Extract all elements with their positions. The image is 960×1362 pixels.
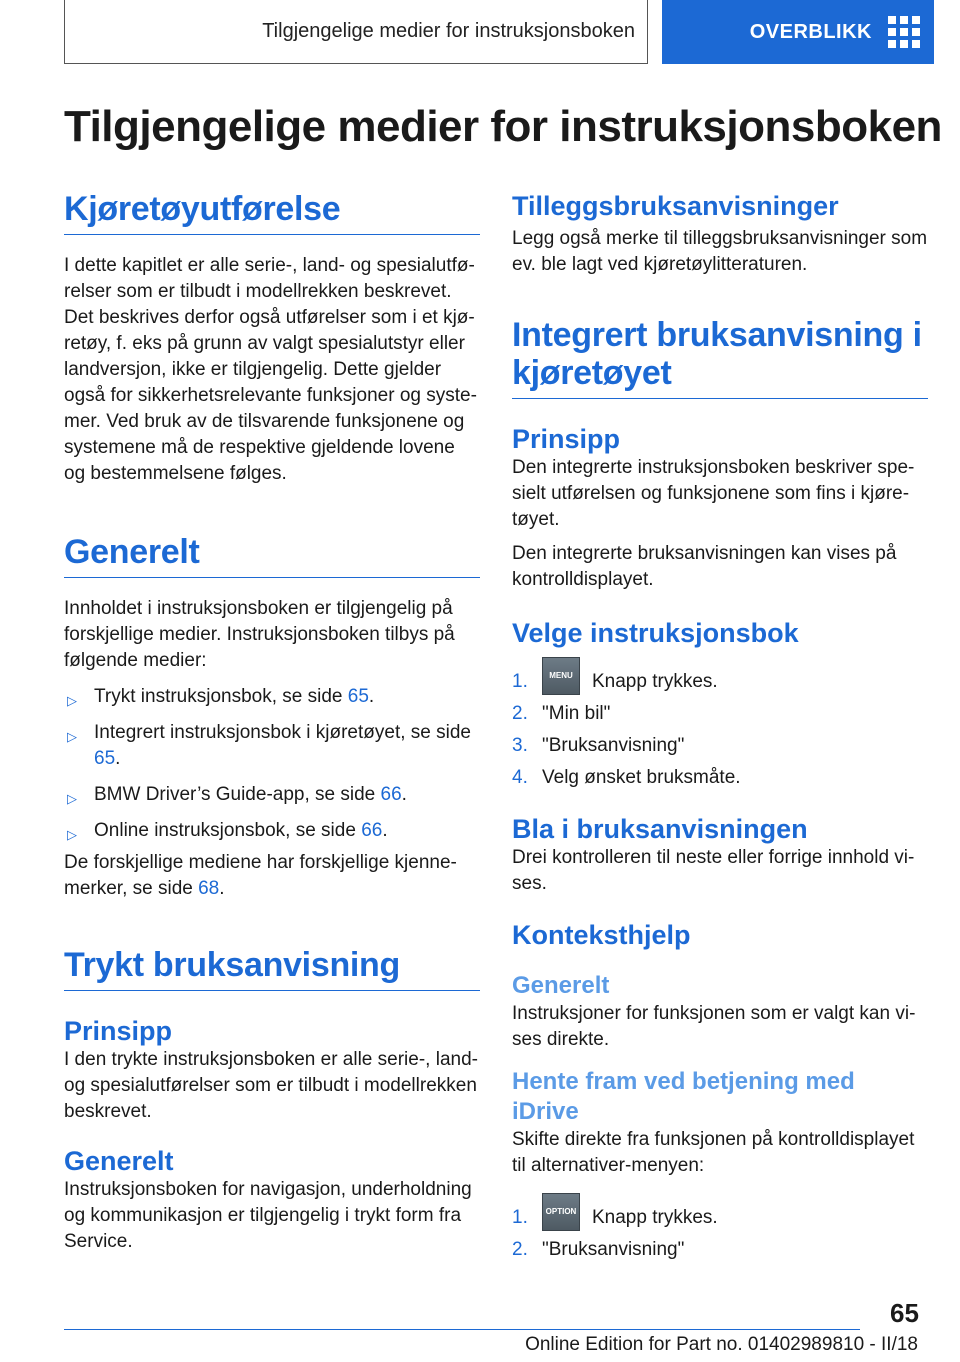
heading-integrated-manual: Integrert bruksanvisning i kjøretøyet (512, 316, 928, 399)
select-steps (512, 657, 928, 791)
left-column (64, 190, 480, 1255)
page-number: 65 (890, 1298, 919, 1328)
page-link[interactable]: 66 (361, 820, 383, 841)
subheading-principle: Prinsipp (64, 1016, 173, 1046)
step-item: 1. OPTION Knapp trykkes. (512, 1193, 928, 1231)
media-list (64, 684, 480, 844)
subheading-browse-manual: Bla i bruksanvisningen (512, 814, 808, 844)
general-intro: Innholdet i instruksjonsboken er tilgjengelig på forskjellige medier. Instruksjonsboken tilbys på følgende medier: (64, 598, 455, 671)
subheading-context-help: Konteksthjelp (512, 920, 691, 950)
integrated-principle-body: Den integrerte instruksjonsboken beskriver spe‐sielt utførelsen og funksjonene som fins i kjøre‐tøyet. (512, 457, 915, 530)
browse-body: Drei kontrolleren til neste eller forrige innhold vi‐ses. (512, 847, 915, 894)
right-column (512, 190, 928, 1263)
list-item: ▷ Integrert instruksjonsbok i kjøretøyet, se side 65. (67, 722, 471, 769)
option-button-icon[interactable]: OPTION (542, 1193, 580, 1231)
list-item: ▷ BMW Driver’s Guide-app, se side 66. (64, 782, 480, 808)
general-outro: De forskjellige mediene har forskjellige kjenne‐merker, se side 68. (64, 852, 457, 899)
triangle-bullet-icon: ▷ (67, 827, 77, 842)
page-link[interactable]: 66 (380, 784, 402, 805)
heading-general: Generelt (64, 533, 480, 578)
step-item: 2. "Bruksanvisning" (512, 1239, 685, 1260)
supplementary-body: Legg også merke til tilleggsbruksanvisninger som ev. ble lagt ved kjøretøylitteraturen. (512, 228, 928, 275)
grid-icon (888, 16, 920, 48)
triangle-bullet-icon: ▷ (67, 729, 77, 744)
context-general-body: Instruksjoner for funksjonen som er valgt kan vi‐ses direkte. (512, 1003, 916, 1050)
context-steps (512, 1193, 928, 1263)
step-item: 1. MENU Knapp trykkes. (512, 657, 928, 695)
list-item: ▷ Trykt instruksjonsbok, se side 65. (64, 684, 480, 710)
subheading-principle: Prinsipp (512, 424, 621, 454)
overview-tab-label: OVERBLIKK (749, 20, 872, 43)
integrated-display-body: Den integrerte bruksanvisningen kan vises på kontrolldisplayet. (512, 543, 897, 590)
menu-button-icon[interactable]: MENU (542, 657, 580, 695)
overview-tab[interactable] (662, 0, 934, 64)
heading-vehicle-version: Kjøretøyutførelse (64, 190, 480, 235)
running-header (64, 0, 648, 64)
heading-supplementary: Tilleggsbruksanvisninger (512, 191, 839, 221)
heading-printed-manual: Trykt bruksanvisning (64, 946, 480, 991)
subheading-select-manual: Velge instruksjonsbok (512, 618, 799, 648)
page-link[interactable]: 65 (94, 748, 116, 769)
vehicle-version-body: I dette kapitlet er alle serie-, land- og spesialutfø‐relser som er tilbudt i modellrekken beskrevet. Det beskrives derfor også utførelser som i et kjø‐retøy, f. eks på grunn av valgt spesialutstyr eller landversjon, ikke er tilgjengelig. Dette gjelder også for sikkerhetsrelevante funksjoner og syste‐mer. Ved bruk av de tilsvarende funksjonene og systemene må de respektive gjeldende lovene og bestemmelsene følges. (64, 255, 477, 484)
idrive-body: Skifte direkte fra funksjonen på kontrolldisplayet til alternativer-menyen: (512, 1129, 915, 1176)
printed-principle-body: I den trykte instruksjonsboken er alle serie-, land- og spesialutførelser som er tilbudt i modellrekken beskrevet. (64, 1049, 478, 1122)
running-header-title: Tilgjengelige medier for instruksjonsboken (262, 20, 635, 42)
subheading-general: Generelt (512, 972, 610, 999)
step-item: 2. "Min bil" (512, 703, 611, 724)
footer-divider (64, 1329, 860, 1330)
page-title: Tilgjengelige medier for instruksjonsboken (64, 102, 942, 151)
page-link[interactable]: 68 (198, 878, 220, 899)
printed-general-body: Instruksjonsboken for navigasjon, underholdning og kommunikasjon er tilgjengelig i trykt form fra Service. (64, 1179, 472, 1252)
step-item: 3. "Bruksanvisning" (512, 735, 685, 756)
edition-footer: Online Edition for Part no. 01402989810 - II/18 (525, 1334, 918, 1355)
triangle-bullet-icon: ▷ (67, 693, 77, 708)
subheading-idrive: Hente fram ved betjening med iDrive (512, 1068, 855, 1125)
step-item: 4. Velg ønsket bruksmåte. (512, 767, 741, 788)
subheading-general: Generelt (64, 1146, 174, 1176)
list-item: ▷ Online instruksjonsbok, se side 66. (64, 818, 480, 844)
page-link[interactable]: 65 (347, 686, 369, 707)
triangle-bullet-icon: ▷ (67, 791, 77, 806)
